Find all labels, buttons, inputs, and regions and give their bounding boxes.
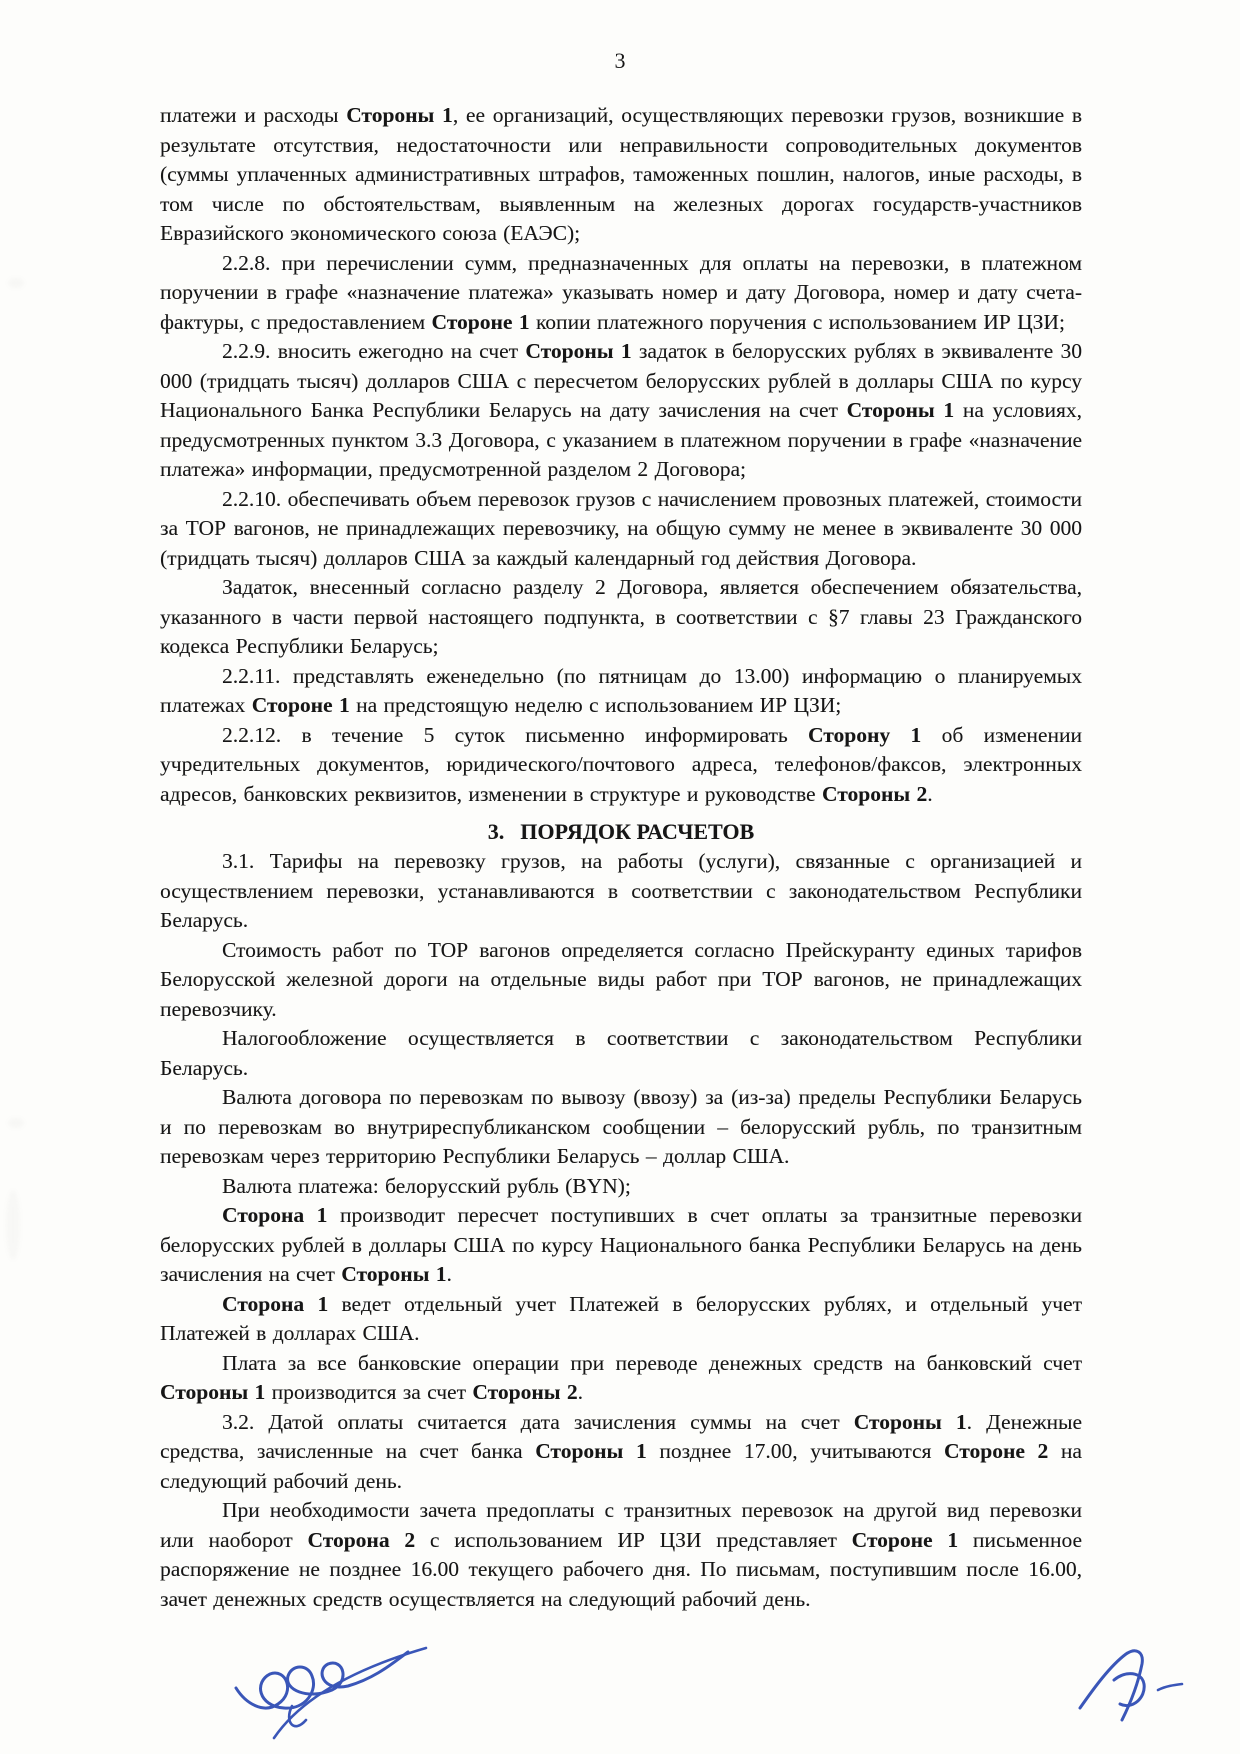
document-body — [160, 101, 1082, 1614]
paragraph-text: письменное распоряжение не позднее 16.00 текущего рабочего дня. По письмам, поступившим после 16.00, зачет денежных средств осуществляется на следующий рабочий день. — [160, 1527, 1083, 1611]
paragraph-text: Задаток, внесенный согласно разделу 2 Договора, является обеспечением обязательства, указанного в части первой настоящего подпункта, в соответствии с §7 главы 23 Гражданского кодекса Республики Беларусь; — [160, 575, 1082, 658]
paragraph-text: ведет отдельный учет Платежей в белорусских рублях, и отдельный учет Платежей в долларах США. — [160, 1291, 1082, 1345]
paragraph-text: Стоимость работ по ТОР вагонов определяется согласно Прейскуранту единых тарифов Белорусской железной дороги на отдельные виды работ при ТОР вагонов, не принадлежащих перевозчику. — [160, 937, 1082, 1021]
paragraph-text: . Денежные средства, зачисленные на счет банка — [160, 1409, 1082, 1463]
party-reference: Стороны 2 — [472, 1380, 578, 1404]
paragraph-text: на условиях, предусмотренных пунктом 3.3 Договора, с указанием в платежном поручении в графе «назначение платежа» информации, предусмотренной разделом 2 Договора; — [160, 398, 1082, 481]
scan-artifact — [6, 1190, 20, 1260]
paragraph-text: платежи и расходы — [160, 103, 347, 127]
party-reference: Стороны 1 — [846, 398, 955, 422]
paragraph — [160, 485, 1082, 574]
paragraph-text: на следующий рабочий день. — [160, 1439, 1082, 1493]
paragraph-text: на предстоящую неделю с использованием ИР ЦЗИ; — [349, 693, 842, 717]
paragraph-text: 2.2.9. вносить ежегодно на счет — [222, 339, 526, 363]
section-heading-title: ПОРЯДОК РАСЧЕТОВ — [520, 819, 755, 844]
handwritten-signature-left — [222, 1622, 452, 1748]
party-reference: Сторону 1 — [808, 722, 922, 747]
paragraph-text: с использованием ИР ЦЗИ представляет — [415, 1527, 852, 1552]
paragraph — [160, 1172, 1082, 1202]
paragraph-text: Валюта договора по перевозкам по вывозу (ввозу) за (из-за) пределы Республики Беларусь и по перевозкам во внутриреспубликанском сообщении – белорусский рубль, по транзитным перевозкам через территорию Республики Беларусь – доллар США. — [160, 1085, 1082, 1168]
paragraph-text: 3.2. Датой оплаты считается дата зачисления суммы на счет — [222, 1409, 854, 1434]
section-heading-number: 3. — [487, 819, 505, 844]
party-reference: Стороне 1 — [851, 1527, 959, 1552]
party-reference: Стороны 1 — [853, 1409, 967, 1434]
paragraph-text: копии платежного поручения с использованием ИР ЦЗИ; — [529, 309, 1065, 334]
paragraph-text: 2.2.11. представлять еженедельно (по пятницам до 13.00) информацию о планируемых платежах — [160, 663, 1082, 717]
paragraph — [160, 1349, 1082, 1408]
party-reference: Стороны 1 — [160, 1380, 266, 1404]
paragraph-text: 2.2.12. в течение 5 суток письменно информировать — [222, 722, 809, 747]
paragraph — [160, 573, 1082, 662]
paragraph — [160, 249, 1082, 338]
party-reference: Стороне 1 — [251, 693, 350, 717]
paragraph-text: 3.1. Тарифы на перевозку грузов, на работы (услуги), связанные с организацией и осуществлением перевозки, устанавливаются в соответствии с законодательством Республики Беларусь. — [160, 849, 1082, 932]
paragraph-text: Налогообложение осуществляется в соответствии с законодательством Республики Беларусь. — [160, 1026, 1082, 1080]
paragraph — [160, 101, 1082, 249]
paragraph-text: Валюта платежа: белорусский рубль (BYN); — [222, 1173, 631, 1198]
party-reference: Сторона 2 — [307, 1527, 416, 1552]
party-reference: Стороны 1 — [525, 339, 632, 363]
party-reference: Стороне 1 — [431, 309, 530, 334]
party-reference: Стороны 1 — [341, 1262, 447, 1286]
paragraph — [160, 1201, 1082, 1290]
paragraph — [160, 1024, 1082, 1083]
paragraph-text: позднее 17.00, учитываются — [646, 1439, 945, 1463]
paragraph-text: задаток в белорусских рублях в эквиваленте 30 000 (тридцать тысяч) долларов США с пересчетом белорусских рублей в доллары США по курсу Национального Банка Республики Беларусь на дату зачисления на счет — [160, 339, 1082, 422]
paragraph — [160, 662, 1082, 721]
paragraph-text: производится за счет — [265, 1380, 473, 1404]
paragraph-text: . — [577, 1380, 584, 1404]
paragraph-text: Плата за все банковские операции при переводе денежных средств на банковский счет — [222, 1350, 1082, 1375]
scan-artifact — [8, 1118, 24, 1128]
party-reference: Сторона 1 — [222, 1203, 328, 1227]
paragraph — [160, 1083, 1082, 1172]
party-reference: Стороны 1 — [535, 1439, 647, 1463]
paragraph-text: 2.2.10. обеспечивать объем перевозок грузов с начислением провозных платежей, стоимости за ТОР вагонов, не принадлежащих перевозчику, на общую сумму не менее в эквиваленте 30 000 (тридцать тысяч) долларов США за каждый календарный год действия Договора. — [160, 486, 1082, 570]
paragraph — [160, 1408, 1082, 1497]
paragraph — [160, 721, 1082, 810]
paragraph-text: 2.2.8. при перечислении сумм, предназначенных для оплаты на перевозки, в платежном поручении в графе «назначение платежа» указывать номер и дату Договора, номер и дату счета-фактуры, с предоставлением — [160, 250, 1082, 334]
paragraph — [160, 337, 1082, 485]
paragraph-text: . — [927, 781, 933, 806]
party-reference: Стороны 2 — [821, 781, 928, 806]
paragraph — [160, 847, 1082, 936]
page-number: 3 — [614, 48, 626, 73]
party-reference: Стороне 2 — [944, 1439, 1049, 1463]
scan-artifact — [8, 278, 24, 288]
paragraph — [160, 936, 1082, 1025]
paragraph-text: об изменении учредительных документов, юридического/почтового адреса, телефонов/факсов, электронных адресов, банковских реквизитов, изменении в структуре и руководстве — [160, 722, 1082, 806]
paragraph-text: производит пересчет поступивших в счет оплаты за транзитные перевозки белорусских рублей в доллары США по курсу Национального банка Республики Беларусь на день зачисления на счет — [160, 1203, 1082, 1286]
party-reference: Сторона 1 — [222, 1291, 329, 1316]
paragraph-text: , ее организаций, осуществляющих перевозки грузов, возникшие в результате отсутствия, недостаточности или неправильности сопроводительных документов (суммы уплаченных административных штрафов, таможенных пошлин, налогов, иные расходы, в том числе по обстоятельствам, выявленным на железных дорогах государств-участников Евразийского экономического союза (ЕАЭС); — [160, 103, 1083, 245]
paragraph-text: . — [446, 1262, 452, 1286]
paragraph — [160, 1290, 1082, 1349]
handwritten-initials-right — [1072, 1642, 1212, 1732]
paragraph — [160, 1496, 1082, 1614]
paragraph-text: При необходимости зачета предоплаты с транзитных перевозок на другой вид перевозки или наоборот — [160, 1498, 1082, 1552]
section-heading — [160, 817, 1082, 847]
party-reference: Стороны 1 — [346, 103, 453, 127]
